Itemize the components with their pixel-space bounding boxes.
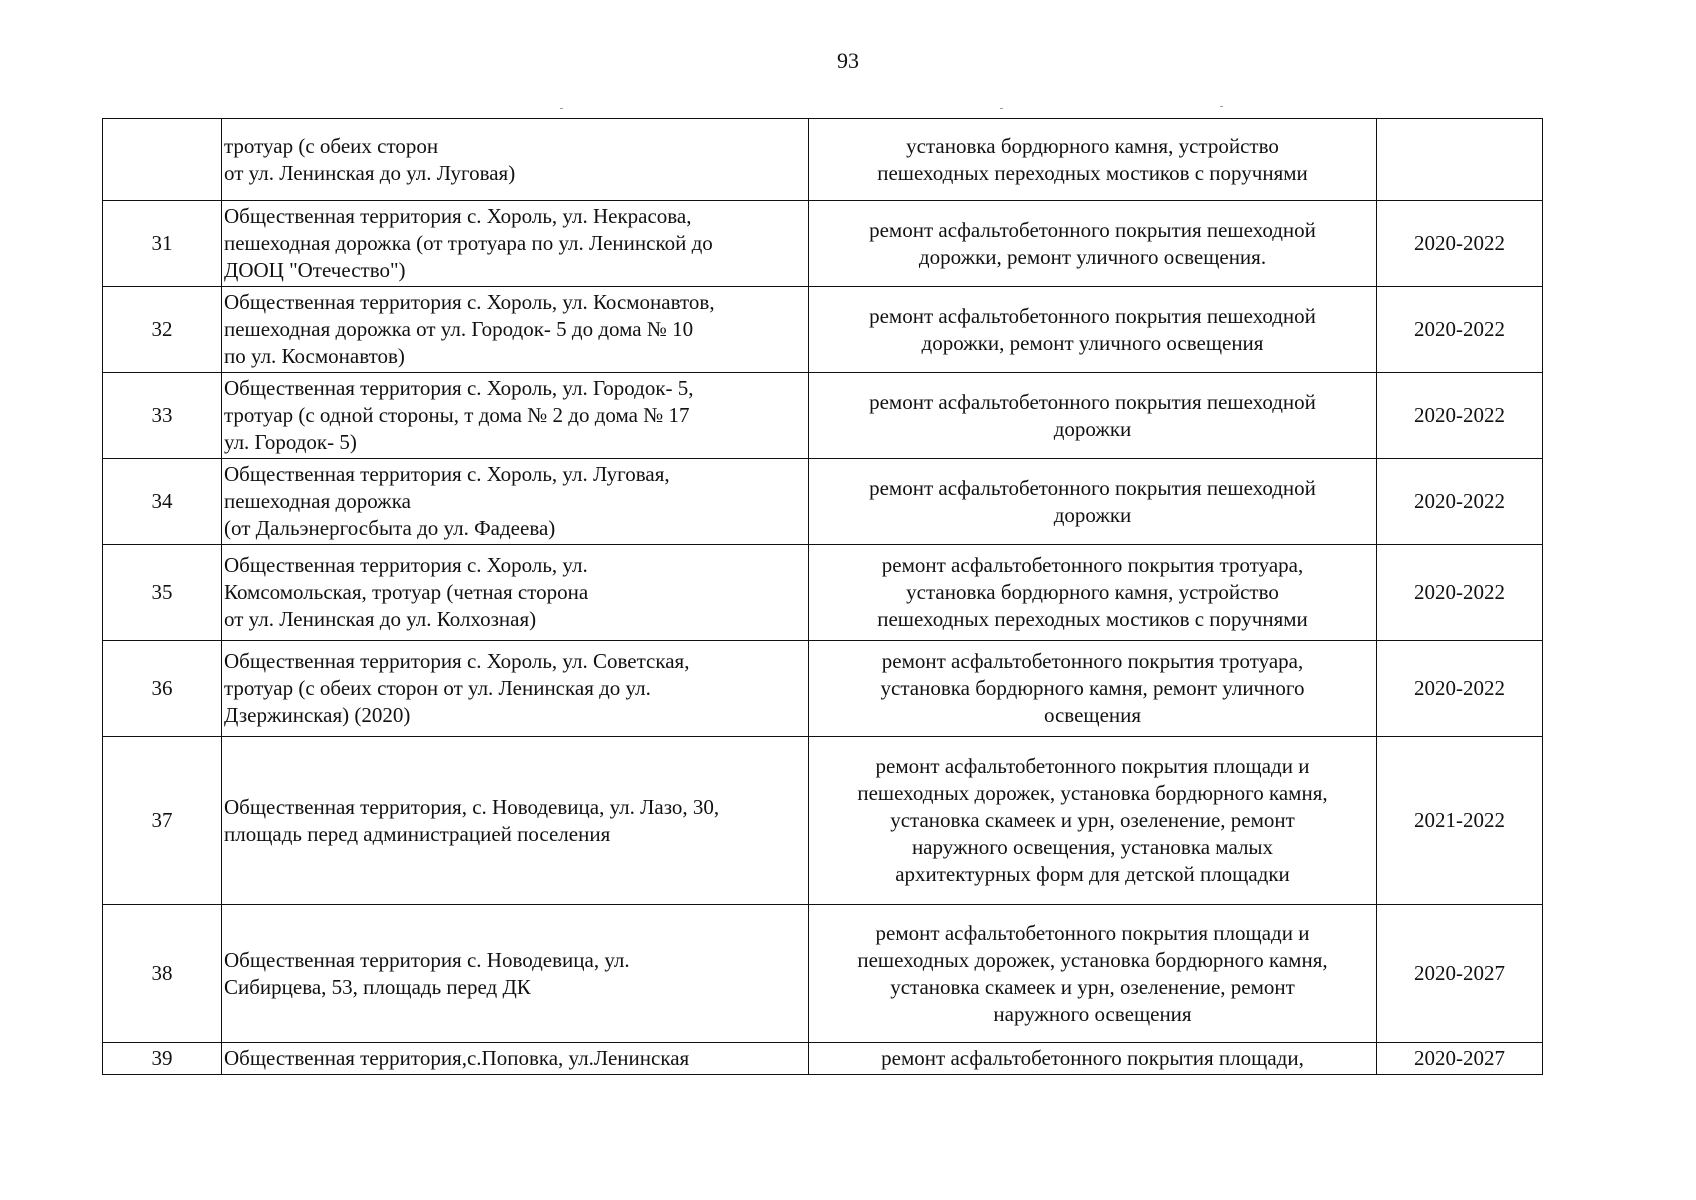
territory-name-line: Общественная территория с. Хороль, ул. Некрасова, xyxy=(224,204,692,228)
work-description-line: ремонт асфальтобетонного покрытия тротуара, xyxy=(881,553,1304,577)
scan-speck xyxy=(1220,106,1223,107)
territory-name-line: пешеходная дорожка xyxy=(224,489,411,513)
territory-name-line: Общественная территория с. Хороль, ул. Космонавтов, xyxy=(224,290,715,314)
territory-name-line: Общественная территория с. Новодевица, ул. xyxy=(224,947,630,972)
table-row xyxy=(103,201,1543,287)
row-number: 32 xyxy=(103,287,222,373)
table-row xyxy=(103,641,1543,737)
work-description-line: дорожки, ремонт уличного освещения. xyxy=(918,244,1267,269)
territory-name-line: Сибирцева, 53, площадь перед ДК xyxy=(224,974,531,999)
period-cell: 2020-2022 xyxy=(1377,201,1543,287)
work-description-line: архитектурных форм для детской площадки xyxy=(895,862,1290,886)
territory-name-line: (от Дальэнергосбыта до ул. Фадеева) xyxy=(224,516,556,540)
scan-speck xyxy=(560,108,563,109)
row-number xyxy=(103,119,222,201)
period-cell: 2020-2022 xyxy=(1377,459,1543,545)
period-cell: 2020-2027 xyxy=(1377,905,1543,1043)
row-number: 35 xyxy=(103,545,222,641)
work-description-line: ремонт асфальтобетонного покрытия тротуара, xyxy=(881,649,1304,673)
table-row xyxy=(103,373,1543,459)
work-description-cell xyxy=(809,287,1377,373)
territory-name-cell xyxy=(222,119,809,201)
territory-name-line: тротуар (с одной стороны, т дома № 2 до дома № 17 xyxy=(224,403,690,427)
work-description-cell xyxy=(809,1043,1377,1075)
work-description-line: ремонт асфальтобетонного покрытия пешеходной xyxy=(869,475,1316,500)
territory-name-line: по ул. Космонавтов) xyxy=(224,344,405,368)
work-description-line: ремонт асфальтобетонного покрытия площади, xyxy=(881,1046,1304,1070)
territory-name-cell xyxy=(222,641,809,737)
work-description-cell xyxy=(809,201,1377,287)
work-description-line: ремонт асфальтобетонного покрытия пешеходной xyxy=(869,389,1316,414)
work-description-line: пешеходных дорожек, установка бордюрного камня, xyxy=(857,947,1328,972)
territory-name-line: Общественная территория с. Хороль, ул. Луговая, xyxy=(224,462,670,486)
table-row xyxy=(103,737,1543,905)
territory-name-line: Общественная территория с. Хороль, ул. xyxy=(224,553,588,577)
territory-name-cell xyxy=(222,1043,809,1075)
work-description-line: дорожки xyxy=(1053,416,1132,441)
scan-speck xyxy=(1000,108,1003,109)
territory-name-cell xyxy=(222,905,809,1043)
work-description-line: ремонт асфальтобетонного покрытия площади и xyxy=(875,754,1310,778)
work-description-line: установка скамеек и урн, озеленение, ремонт xyxy=(890,808,1295,832)
work-description-line: ремонт асфальтобетонного покрытия пешеходной xyxy=(869,303,1316,328)
row-number: 31 xyxy=(103,201,222,287)
territory-name-line: Дзержинская) (2020) xyxy=(224,703,411,727)
work-description-line: дорожки, ремонт уличного освещения xyxy=(921,330,1264,355)
work-description-line: ремонт асфальтобетонного покрытия пешеходной xyxy=(869,217,1316,242)
territory-name-line: пешеходная дорожка от ул. Городок- 5 до дома № 10 xyxy=(224,317,694,341)
work-description-cell xyxy=(809,545,1377,641)
row-number: 39 xyxy=(103,1043,222,1075)
work-description-line: установка скамеек и урн, озеленение, ремонт xyxy=(890,974,1295,999)
improvement-table xyxy=(102,118,1543,1075)
territory-name-cell xyxy=(222,737,809,905)
row-number: 38 xyxy=(103,905,222,1043)
row-number: 34 xyxy=(103,459,222,545)
work-description-line: наружного освещения xyxy=(993,1001,1192,1026)
period-cell: 2020-2022 xyxy=(1377,373,1543,459)
period-cell: 2020-2022 xyxy=(1377,545,1543,641)
territory-name-line: пешеходная дорожка (от тротуара по ул. Ленинской до xyxy=(224,231,713,255)
territory-name-line: ДООЦ "Отечество") xyxy=(224,258,406,282)
table-row xyxy=(103,1043,1543,1075)
period-cell xyxy=(1377,119,1543,201)
work-description-line: установка бордюрного камня, устройство xyxy=(906,580,1279,604)
territory-name-line: от ул. Ленинская до ул. Луговая) xyxy=(224,160,516,185)
work-description-cell xyxy=(809,905,1377,1043)
table-row xyxy=(103,545,1543,641)
table-row xyxy=(103,119,1543,201)
work-description-line: дорожки xyxy=(1053,502,1132,527)
work-description-line: освещения xyxy=(1043,703,1142,727)
row-number: 37 xyxy=(103,737,222,905)
work-description-line: пешеходных дорожек, установка бордюрного камня, xyxy=(857,781,1328,805)
territory-name-line: Общественная территория, с. Новодевица, ул. Лазо, 30, xyxy=(224,794,720,819)
work-description-cell xyxy=(809,459,1377,545)
period-cell: 2020-2027 xyxy=(1377,1043,1543,1075)
row-number: 36 xyxy=(103,641,222,737)
territory-name-line: тротуар (с обеих сторон xyxy=(224,133,439,158)
table-row xyxy=(103,459,1543,545)
territory-name-line: тротуар (с обеих сторон от ул. Ленинская до ул. xyxy=(224,676,651,700)
territory-name-line: от ул. Ленинская до ул. Колхозная) xyxy=(224,607,537,631)
row-number: 33 xyxy=(103,373,222,459)
territory-name-line: ул. Городок- 5) xyxy=(224,430,357,454)
work-description-line: пешеходных переходных мостиков с поручнями xyxy=(877,607,1308,631)
work-description-line: наружного освещения, установка малых xyxy=(911,835,1274,859)
page-number: 93 xyxy=(837,48,859,73)
work-description-line: установка бордюрного камня, устройство xyxy=(906,133,1279,158)
table-body xyxy=(103,119,1543,1075)
table-row xyxy=(103,287,1543,373)
territory-name-cell xyxy=(222,201,809,287)
work-description-cell xyxy=(809,641,1377,737)
work-description-cell xyxy=(809,737,1377,905)
work-description-line: ремонт асфальтобетонного покрытия площади и xyxy=(875,920,1310,945)
territory-name-line: Общественная территория с. Хороль, ул. Городок- 5, xyxy=(224,376,694,400)
territory-name-cell xyxy=(222,545,809,641)
territory-name-cell xyxy=(222,287,809,373)
territory-name-line: площадь перед администрацией поселения xyxy=(224,821,611,846)
period-cell: 2020-2022 xyxy=(1377,287,1543,373)
territory-name-cell xyxy=(222,459,809,545)
table-row xyxy=(103,905,1543,1043)
period-cell: 2021-2022 xyxy=(1377,737,1543,905)
territory-name-cell xyxy=(222,373,809,459)
work-description-line: установка бордюрного камня, ремонт уличного xyxy=(880,676,1305,700)
work-description-line: пешеходных переходных мостиков с поручнями xyxy=(877,160,1308,185)
work-description-cell xyxy=(809,373,1377,459)
work-description-cell xyxy=(809,119,1377,201)
territory-name-line: Комсомольская, тротуар (четная сторона xyxy=(224,580,589,604)
territory-name-line: Общественная территория с. Хороль, ул. Советская, xyxy=(224,649,690,673)
territory-name-line: Общественная территория,с.Поповка, ул.Ленинская xyxy=(224,1046,690,1070)
period-cell: 2020-2022 xyxy=(1377,641,1543,737)
